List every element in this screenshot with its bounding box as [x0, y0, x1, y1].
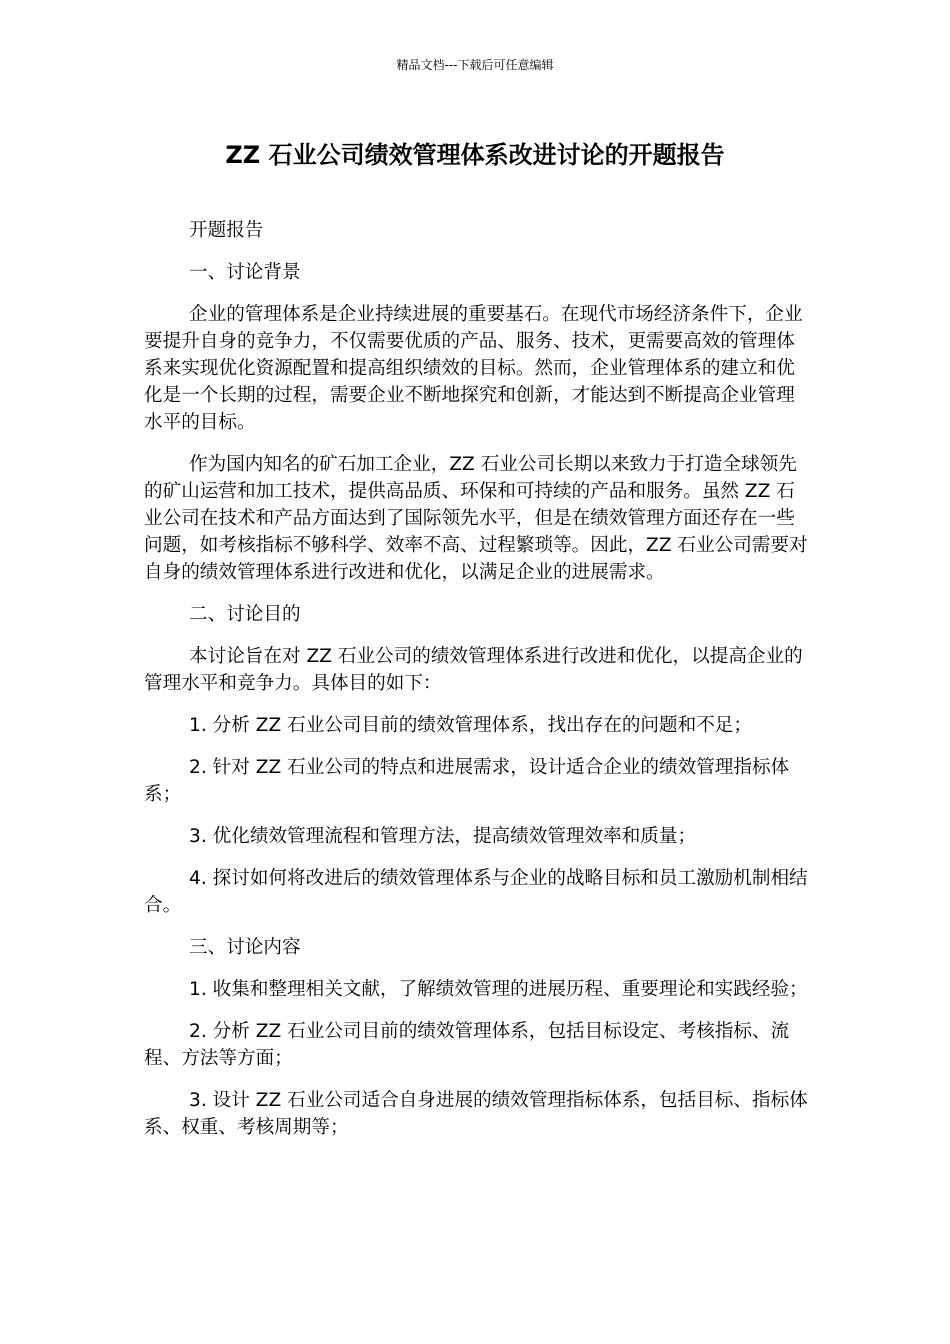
page-header-note: 精品文档---下载后可任意编辑	[396, 58, 554, 72]
section-heading-content: 三、讨论内容	[189, 937, 301, 958]
paragraph: 本讨论旨在对 ZZ 石业公司的绩效管理体系进行改进和优化，以提高企业的管理水平和竞争力。具体目的如下：	[144, 646, 803, 694]
list-item: 1. 收集和整理相关文献，了解绩效管理的进展历程、重要理论和实践经验；	[189, 979, 808, 1000]
list-item: 4. 探讨如何将改进后的绩效管理体系与企业的战略目标和员工激励机制相结合。	[144, 868, 808, 916]
list-item: 3. 设计 ZZ 石业公司适合自身进展的绩效管理指标体系，包括目标、指标体系、权重、考核周期等；	[144, 1090, 808, 1138]
document-title: ZZ 石业公司绩效管理体系改进讨论的开题报告	[225, 141, 725, 169]
section-heading-background: 一、讨论背景	[189, 262, 301, 283]
paragraph: 作为国内知名的矿石加工企业，ZZ 石业公司长期以来致力于打造全球领先的矿山运营和加工技术，提供高品质、环保和可持续的产品和服务。虽然 ZZ 石业公司在技术和产品方面达到了国际领先水平，但是在绩效管理方面还存在一些问题，如考核指标不够科学、效率不高、过程繁琐等。因此，ZZ 石业公司需要对自身的绩效管理体系进行改进和优化，以满足企业的进展需求。	[144, 454, 808, 583]
paragraph: 企业的管理体系是企业持续进展的重要基石。在现代市场经济条件下，企业要提升自身的竞争力，不仅需要优质的产品、服务、技术，更需要高效的管理体系来实现优化资源配置和提高组织绩效的目标。然而，企业管理体系的建立和优化是一个长期的过程，需要企业不断地探究和创新，才能达到不断提高企业管理水平的目标。	[144, 304, 803, 433]
list-item: 2. 分析 ZZ 石业公司目前的绩效管理体系，包括目标设定、考核指标、流程、方法等方面；	[144, 1021, 790, 1069]
list-item: 3. 优化绩效管理流程和管理方法，提高绩效管理效率和质量；	[189, 826, 697, 847]
section-heading-purpose: 二、讨论目的	[189, 604, 301, 625]
list-item: 1. 分析 ZZ 石业公司目前的绩效管理体系，找出存在的问题和不足；	[189, 715, 752, 736]
list-item: 2. 针对 ZZ 石业公司的特点和进展需求，设计适合企业的绩效管理指标体系；	[144, 757, 790, 805]
document-body	[144, 217, 810, 1156]
heading-report: 开题报告	[189, 220, 264, 241]
